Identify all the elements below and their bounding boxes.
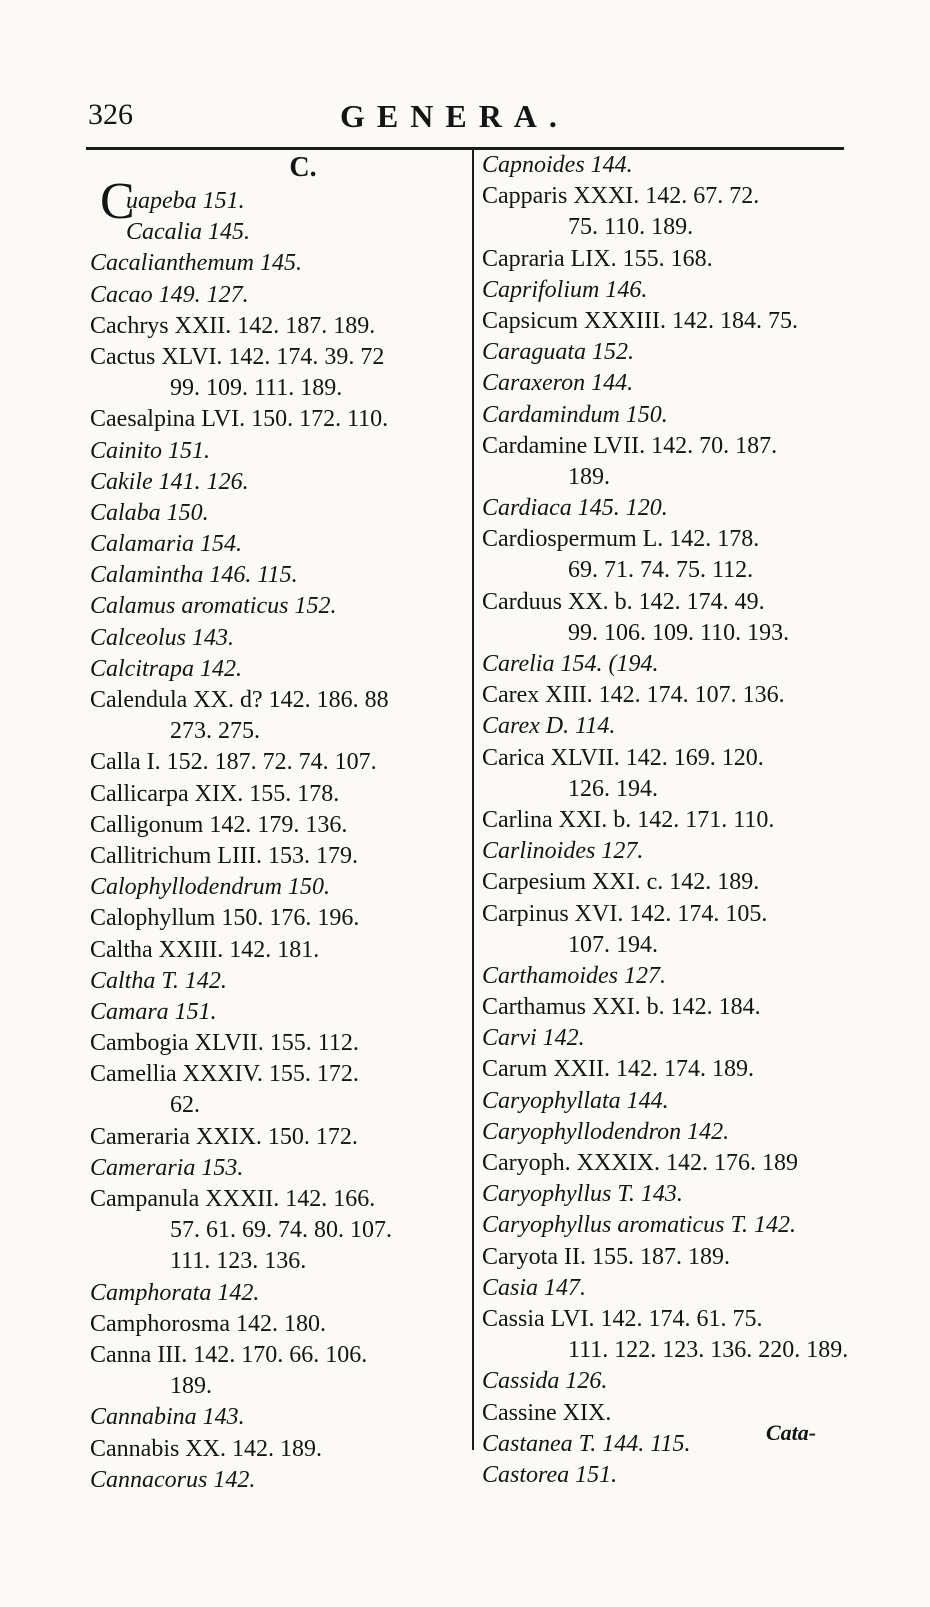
index-entry: Casia 147. bbox=[482, 1274, 587, 1301]
index-entry: Calamus aromaticus 152. bbox=[90, 593, 337, 620]
index-entry: 273. 275. bbox=[170, 718, 260, 745]
index-entry: Cakile 141. 126. bbox=[90, 468, 249, 495]
index-entry: Camara 151. bbox=[90, 998, 217, 1025]
index-entry: Callitrichum LIII. 153. 179. bbox=[90, 842, 358, 869]
index-entry: Cacao 149. 127. bbox=[90, 281, 249, 308]
index-entry: Camellia XXXIV. 155. 172. bbox=[90, 1061, 359, 1088]
index-entry: Caryoph. XXXIX. 142. 176. 189 bbox=[482, 1150, 798, 1176]
index-entry: Carpesium XXI. c. 142. 189. bbox=[482, 869, 760, 896]
column-divider bbox=[472, 150, 474, 1450]
index-entry: Capsicum XXXIII. 142. 184. 75. bbox=[482, 307, 798, 334]
running-title: GENERA. bbox=[340, 98, 569, 134]
index-entry: Camphorata 142. bbox=[90, 1279, 260, 1306]
index-entry: Carum XXII. 142. 174. 189. bbox=[482, 1056, 754, 1083]
index-entry: Cannabis XX. 142. 189. bbox=[90, 1435, 322, 1462]
index-entry: Cardiaca 145. 120. bbox=[482, 495, 668, 522]
index-entry: Calcitrapa 142. bbox=[90, 655, 243, 682]
index-entry: Cardamine LVII. 142. 70. 187. bbox=[482, 432, 778, 459]
index-entry: Cardamindum 150. bbox=[482, 401, 668, 428]
index-entry: Calligonum 142. 179. 136. bbox=[90, 811, 348, 838]
page-number: 326 bbox=[88, 98, 133, 131]
index-entry: Caraguata 152. bbox=[482, 339, 635, 366]
index-entry: Calaba 150. bbox=[90, 499, 209, 526]
right-column bbox=[482, 150, 848, 1491]
index-entry: Capnoides 144. bbox=[482, 152, 633, 178]
index-entry: Calendula XX. d? 142. 186. 88 bbox=[90, 687, 389, 713]
index-entry: Carex XIII. 142. 174. 107. 136. bbox=[482, 682, 785, 709]
index-entry: uapeba 151. bbox=[126, 188, 245, 214]
index-entry: 107. 194. bbox=[568, 931, 658, 958]
index-entry: Cassine XIX. bbox=[482, 1399, 612, 1426]
index-entry: Caltha XXIII. 142. 181. bbox=[90, 936, 320, 963]
left-column bbox=[90, 150, 466, 1496]
index-entry: 99. 109. 111. 189. bbox=[170, 375, 343, 402]
index-entry: Castorea 151. bbox=[482, 1461, 618, 1488]
index-entry: Calceolus 143. bbox=[90, 624, 234, 651]
index-entry: Camphorosma 142. 180. bbox=[90, 1310, 326, 1337]
index-entry: Capparis XXXI. 142. 67. 72. bbox=[482, 183, 760, 210]
index-entry: Carelia 154. (194. bbox=[482, 651, 659, 677]
index-entry: Calamintha 146. 115. bbox=[90, 562, 298, 589]
index-entry: Campanula XXXII. 142. 166. bbox=[90, 1186, 376, 1212]
drop-cap: C bbox=[100, 173, 135, 230]
index-entry: 75. 110. 189. bbox=[568, 214, 694, 241]
index-entry: Cassia LVI. 142. 174. 61. 75. bbox=[482, 1305, 763, 1332]
index-entry: Caryophyllus T. 143. bbox=[482, 1181, 683, 1208]
index-entry: Cambogia XLVII. 155. 112. bbox=[90, 1030, 359, 1057]
right-entries bbox=[482, 150, 848, 1491]
index-entry: Cassida 126. bbox=[482, 1368, 608, 1395]
index-entry: Cannabina 143. bbox=[90, 1404, 245, 1431]
index-entry: Carlina XXI. b. 142. 171. 110. bbox=[482, 806, 775, 833]
section-heading: C. bbox=[289, 152, 317, 183]
index-entry: Cachrys XXII. 142. 187. 189. bbox=[90, 312, 376, 339]
index-entry: 62. bbox=[170, 1092, 200, 1119]
index-entry: 57. 61. 69. 74. 80. 107. bbox=[170, 1217, 392, 1244]
index-entry: 189. bbox=[568, 463, 610, 490]
left-entries bbox=[90, 186, 466, 1496]
index-entry: Calamaria 154. bbox=[90, 531, 243, 558]
index-entry: 126. 194. bbox=[568, 775, 658, 802]
index-entry: Calophyllum 150. 176. 196. bbox=[90, 905, 360, 932]
index-entry: 111. 123. 136. bbox=[170, 1248, 307, 1275]
index-entry: Cannacorus 142. bbox=[90, 1466, 256, 1493]
index-entry: Carvi 142. bbox=[482, 1025, 585, 1052]
index-entry: Cacalia 145. bbox=[126, 219, 250, 246]
index-entry: Caltha T. 142. bbox=[90, 967, 227, 994]
index-entry: Cardiospermum L. 142. 178. bbox=[482, 526, 760, 553]
index-entry: Caprifolium 146. bbox=[482, 276, 648, 303]
index-entry: Carica XLVII. 142. 169. 120. bbox=[482, 744, 764, 771]
index-entry: Caryota II. 155. 187. 189. bbox=[482, 1243, 730, 1270]
index-entry: Cactus XLVI. 142. 174. 39. 72 bbox=[90, 343, 385, 370]
catchword: Cata- bbox=[766, 1420, 817, 1445]
index-entry: 189. bbox=[170, 1373, 212, 1400]
index-entry: Carduus XX. b. 142. 174. 49. bbox=[482, 588, 765, 615]
index-entry: Cameraria 153. bbox=[90, 1154, 244, 1181]
index-entry: Calla I. 152. 187. 72. 74. 107. bbox=[90, 749, 377, 776]
index-entry: Cameraria XXIX. 150. 172. bbox=[90, 1123, 358, 1150]
index-entry: Carthamus XXI. b. 142. 184. bbox=[482, 994, 761, 1021]
index-entry: Caesalpina LVI. 150. 172. 110. bbox=[90, 406, 389, 433]
index-entry: 99. 106. 109. 110. 193. bbox=[568, 619, 790, 646]
index-entry: Cainito 151. bbox=[90, 437, 211, 464]
index-entry: Carlinoides 127. bbox=[482, 838, 644, 865]
index-entry: Caryophyllata 144. bbox=[482, 1087, 669, 1114]
index-entry: 111. 122. 123. 136. 220. 189. bbox=[568, 1337, 849, 1364]
index-entry: Canna III. 142. 170. 66. 106. bbox=[90, 1341, 368, 1368]
index-entry: Carthamoides 127. bbox=[482, 962, 667, 989]
index-entry: Calophyllodendrum 150. bbox=[90, 874, 330, 901]
index-entry: Caryophyllus aromaticus T. 142. bbox=[482, 1212, 797, 1239]
index-entry: 69. 71. 74. 75. 112. bbox=[568, 557, 754, 584]
index-entry: Caraxeron 144. bbox=[482, 370, 634, 397]
index-entry: Carex D. 114. bbox=[482, 713, 616, 740]
index-entry: Cacalianthemum 145. bbox=[90, 250, 302, 277]
index-entry: Callicarpa XIX. 155. 178. bbox=[90, 780, 340, 807]
index-entry: Caryophyllodendron 142. bbox=[482, 1118, 730, 1145]
index-entry: Capraria LIX. 155. 168. bbox=[482, 245, 713, 272]
index-entry: Castanea T. 144. 115. bbox=[482, 1430, 691, 1457]
index-entry: Carpinus XVI. 142. 174. 105. bbox=[482, 900, 768, 927]
